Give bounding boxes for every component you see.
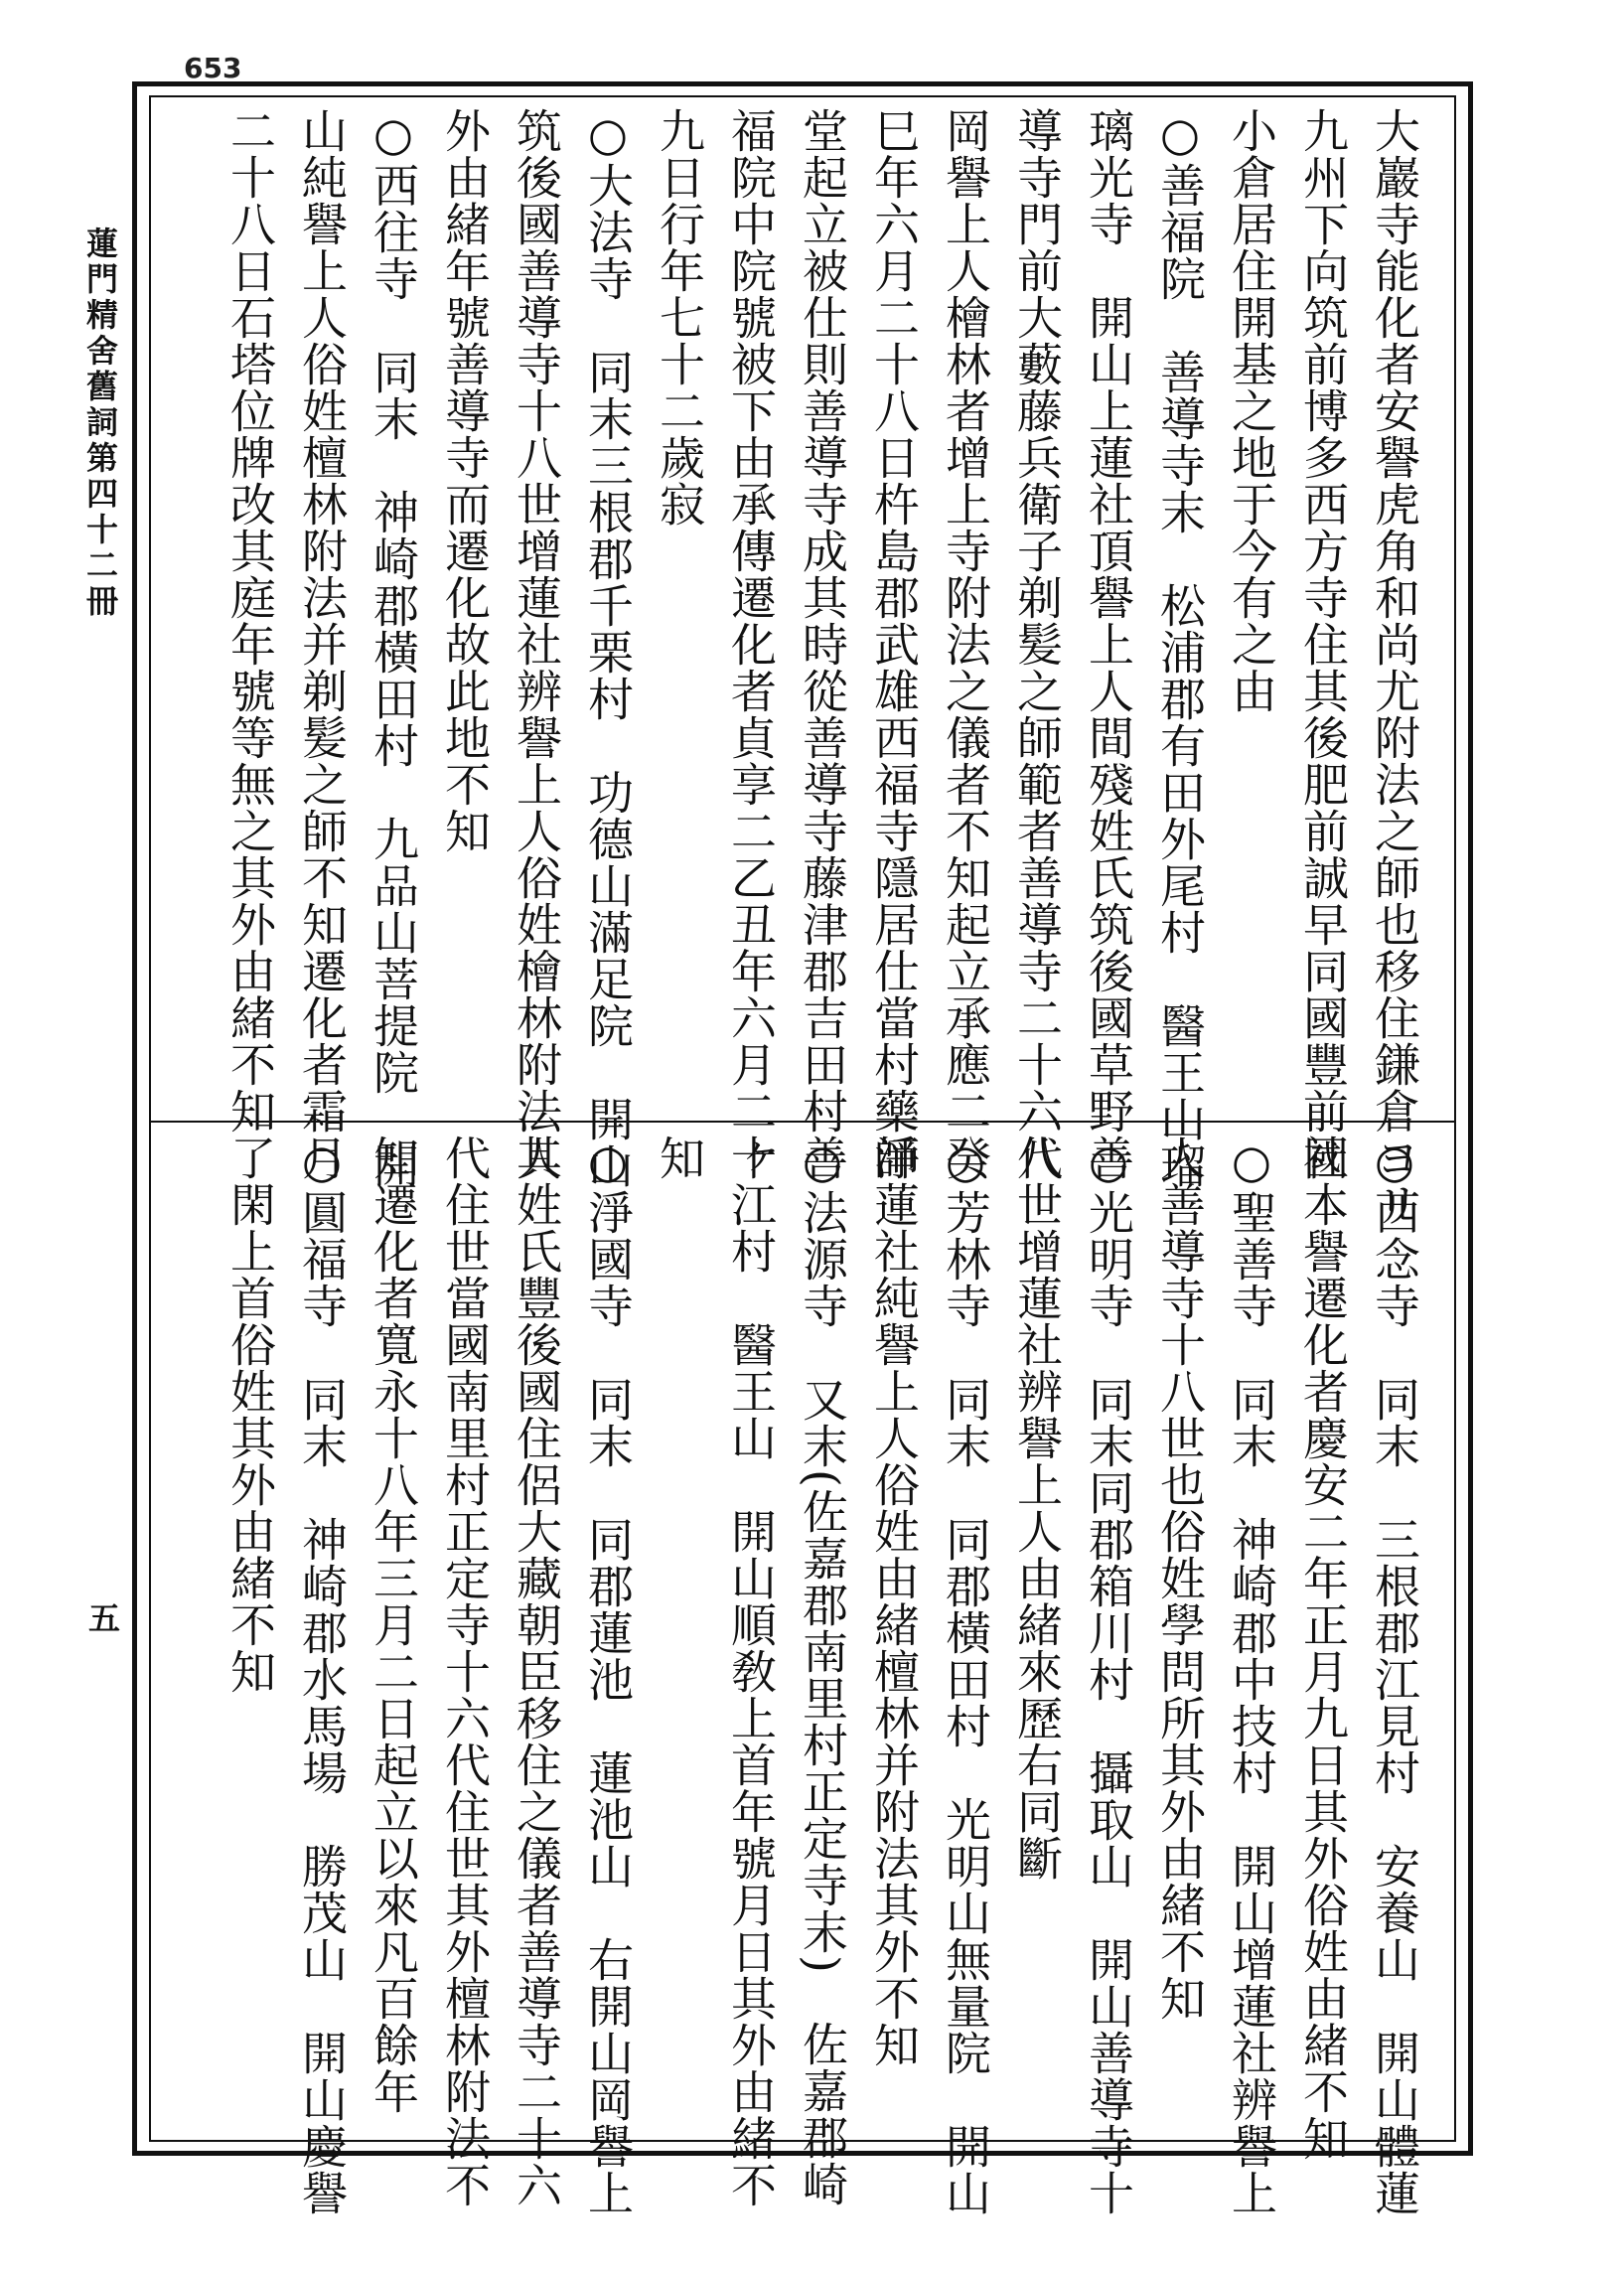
text-column: 九州下向筑前博多西方寺住其後肥前誠早同國豐前國	[1296, 107, 1350, 1181]
text-column: ヶ江村 醫王山 開山順敎上首年號月日其外由緒不	[724, 1135, 778, 2208]
text-column: 大巖寺能化者安譽虎角和尚尤附法之師也移住鎌倉ヨリ	[1368, 107, 1421, 1228]
side-title: 蓮門精舍舊詞第四十二冊	[81, 227, 119, 620]
text-column: ○西往寺 同末 神崎郡橫田村 九品山菩提院 開	[367, 107, 420, 1189]
text-column: 二十八日石塔位牌改其庭年號等無之其外由緒不知	[223, 107, 277, 1135]
text-column: ○法源寺 又末(佐嘉郡南里村正定寺末) 佐嘉郡崎	[796, 1135, 849, 2207]
text-column: ○淨國寺 同末 同郡蓮池 蓮池山 右開山岡譽上	[581, 1135, 635, 2216]
text-column: ○光明寺 同末同郡箱川村 攝取山 開山善導寺十	[1082, 1135, 1135, 2216]
text-column: 人善導寺十八世也俗姓學問所其外由緒不知	[1153, 1135, 1207, 2022]
text-column: 社本譽遷化者慶安二年正月九日其外俗姓由緒不知	[1296, 1135, 1350, 2162]
text-column: 巳年六月二十八日杵島郡武雄西福寺隱居仕當村藥師	[867, 107, 921, 1181]
text-column: 山純譽上人俗姓檀林附法并剃髪之師不知遷化者霜月	[295, 107, 349, 1181]
text-column: 淨蓮社純譽上人俗姓由緒檀林并附法其外不知	[867, 1135, 921, 2068]
folio-number: 五	[83, 1601, 121, 1633]
bottom-text-block	[167, 1135, 1444, 2216]
text-column: ○圓福寺 同末 神崎郡水馬場 勝茂山 開山慶譽	[295, 1135, 349, 2216]
text-column: 人姓氏豐後國住侶大藏朝臣移住之儀者善導寺二十六	[510, 1135, 563, 2208]
text-column: ○聖善寺 同末 神崎郡中技村 開山增蓮社辨譽上	[1225, 1135, 1278, 2216]
top-text-block	[167, 107, 1444, 1228]
text-column: 岡譽上人檜林者增上寺附法之儀者不知起立承應二癸	[939, 107, 992, 1181]
page-number: 653	[184, 52, 242, 84]
text-column: 外由緒年號善導寺而遷化故此地不知	[438, 107, 492, 854]
text-column: 代住世當國南里村正定寺十六代住世其外檀林附法不	[438, 1135, 492, 2208]
text-column: 九日行年七十二歲寂	[653, 107, 706, 528]
text-column: ○善福院 善導寺末 松浦郡有田外尾村 醫王山瑠	[1153, 107, 1207, 1189]
text-column: 了閑上首俗姓其外由緒不知	[223, 1135, 277, 1695]
text-column: 導寺門前大藪藤兵衛子剃髪之師範者善導寺二十六代	[1010, 107, 1064, 1181]
text-column: 福院中院號被下由承傳遷化者貞享二乙丑年六月二十	[724, 107, 778, 1181]
text-column: 璃光寺 開山上蓮社頂譽上人間殘姓氏筑後國草野善	[1082, 107, 1135, 1181]
text-column: ○芳林寺 同末 同郡橫田村 光明山無量院 開山	[939, 1135, 992, 2216]
text-column: 八世增蓮社辨譽上人由緒來歷右同斷	[1010, 1135, 1064, 1882]
text-column: 小倉居住開基之地于今有之由	[1225, 107, 1278, 714]
text-column: 知遷化者寬永十八年三月二日起立以來凡百餘年	[367, 1135, 420, 2115]
text-column: ○西念寺 同末 三根郡江見村 安養山 開山體蓮	[1368, 1135, 1421, 2216]
text-column: ○大法寺 同末三根郡千栗村 功德山滿足院 開山	[581, 107, 635, 1189]
text-column: 知	[653, 1135, 706, 1181]
text-column: 筑後國善導寺十八世增蓮社辨譽上人俗姓檜林附法其	[510, 107, 563, 1181]
text-column: 堂起立被仕則善導寺成其時從善導寺藤津郡吉田村善	[796, 107, 849, 1181]
